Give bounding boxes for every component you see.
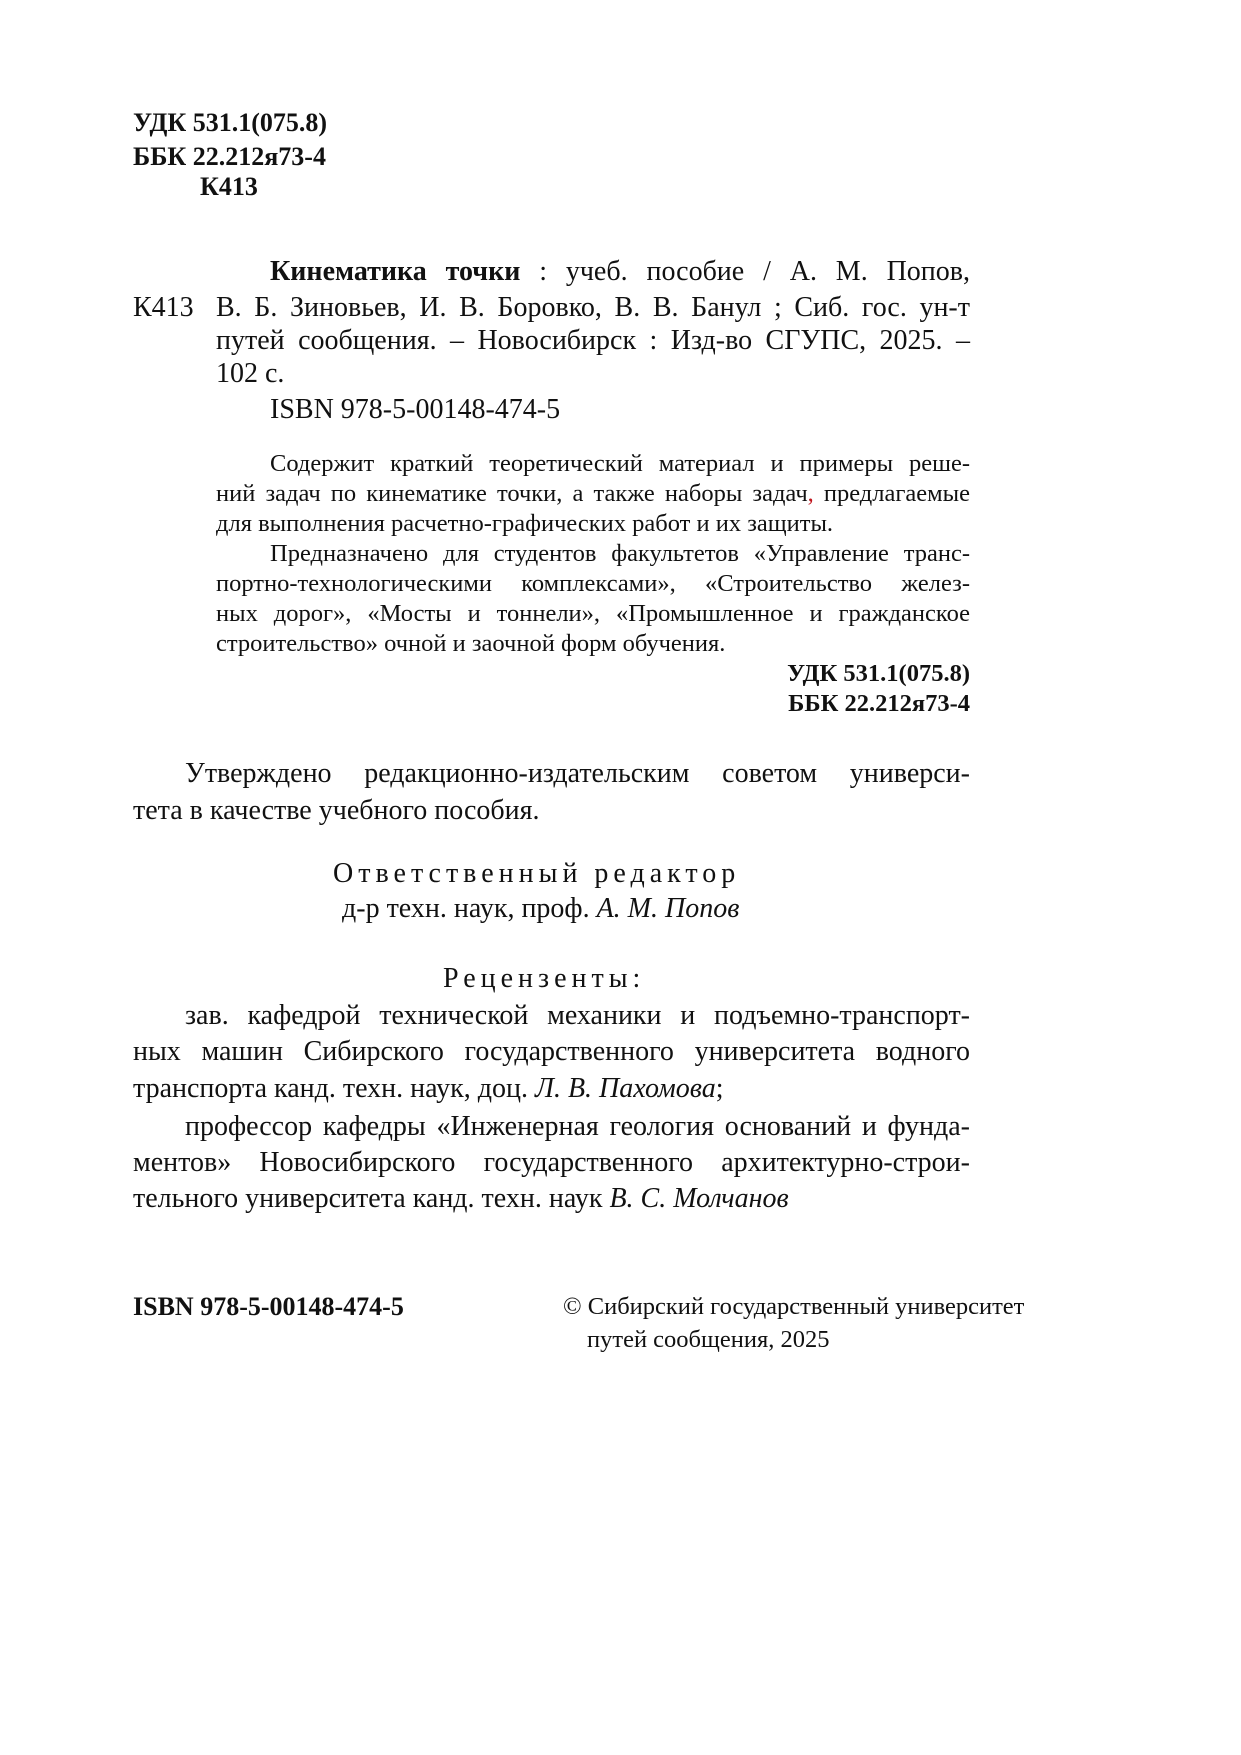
editor-heading: Ответственный редактор — [333, 858, 741, 889]
abstract-bbk: ББК 22.212я73-4 — [788, 690, 970, 717]
reviewer-line: профессор кафедры «Инженерная геология оснований и фунда- — [185, 1111, 970, 1142]
footer-isbn: ISBN 978-5-00148-474-5 — [133, 1292, 404, 1321]
reviewer-name: Л. В. Пахомова — [534, 1073, 716, 1104]
udk-code: УДК 531.1(075.8) — [133, 108, 328, 137]
abstract-line: для выполнения расчетно-графических работ и их защиты. — [216, 510, 834, 537]
entry-line-3: путей сообщения. – Новосибирск : Изд-во СГУПС, 2025. – — [216, 325, 970, 356]
author-mark: К413 — [200, 172, 258, 201]
entry-line-4: 102 с. — [216, 358, 285, 389]
reviewer-line: ментов» Новосибирского государственного архитектурно-строи- — [133, 1147, 970, 1178]
entry-line-2: В. Б. Зиновьев, И. В. Боровко, В. В. Банул ; Сиб. гос. ун-т — [216, 292, 970, 323]
reviewer-line — [133, 1185, 789, 1213]
reviewer-line — [133, 1075, 724, 1103]
abstract-text: предлагаемые — [813, 480, 970, 507]
abstract-line: Содержит краткий теоретический материал и примеры реше- — [270, 450, 970, 477]
bbk-code: ББК 22.212я73-4 — [133, 142, 326, 171]
abstract-line: Предназначено для студентов факультетов «Управление транс- — [270, 540, 970, 567]
approval-line: Утверждено редакционно-издательским советом универси- — [185, 758, 970, 789]
side-author-mark: К413 — [133, 292, 194, 323]
editor-name: А. М. Попов — [596, 893, 740, 924]
entry-line-1-rest: : учеб. пособие / А. М. Попов, — [520, 256, 970, 287]
reviewer-line: зав. кафедрой технической механики и подъемно-транспорт- — [185, 1000, 970, 1031]
approval-line: тета в качестве учебного пособия. — [133, 795, 540, 826]
abstract-udk: УДК 531.1(075.8) — [787, 660, 970, 687]
abstract-line: строительство» очной и заочной форм обучения. — [216, 630, 726, 657]
reviewers-heading: Рецензенты: — [443, 963, 646, 994]
reviewer-text: тельного университета канд. техн. наук — [133, 1183, 610, 1214]
abstract-text: ний задач по кинематике точки, а также наборы задач — [216, 480, 808, 507]
abstract-line: портно-технологическими комплексами», «Строительство желез- — [216, 570, 970, 597]
editor-line — [342, 895, 739, 923]
abstract-line: ных дорог», «Мосты и тоннели», «Промышленное и гражданское — [216, 600, 970, 627]
copyright-line: © Сибирский государственный университет — [563, 1293, 1025, 1320]
reviewer-name: В. С. Молчанов — [609, 1183, 789, 1214]
book-title: Кинематика точки — [270, 256, 521, 287]
entry-line-1 — [270, 258, 970, 286]
abstract-comma: , — [807, 480, 814, 507]
copyright-line: путей сообщения, 2025 — [587, 1326, 830, 1353]
reviewer-text: ; — [715, 1073, 724, 1104]
reviewer-line: ных машин Сибирского государственного университета водного — [133, 1036, 970, 1067]
entry-isbn: ISBN 978-5-00148-474-5 — [270, 394, 561, 425]
editor-credentials: д-р техн. наук, проф. — [342, 893, 597, 924]
abstract-line — [216, 482, 970, 507]
reviewer-text: транспорта канд. техн. наук, доц. — [133, 1073, 535, 1104]
